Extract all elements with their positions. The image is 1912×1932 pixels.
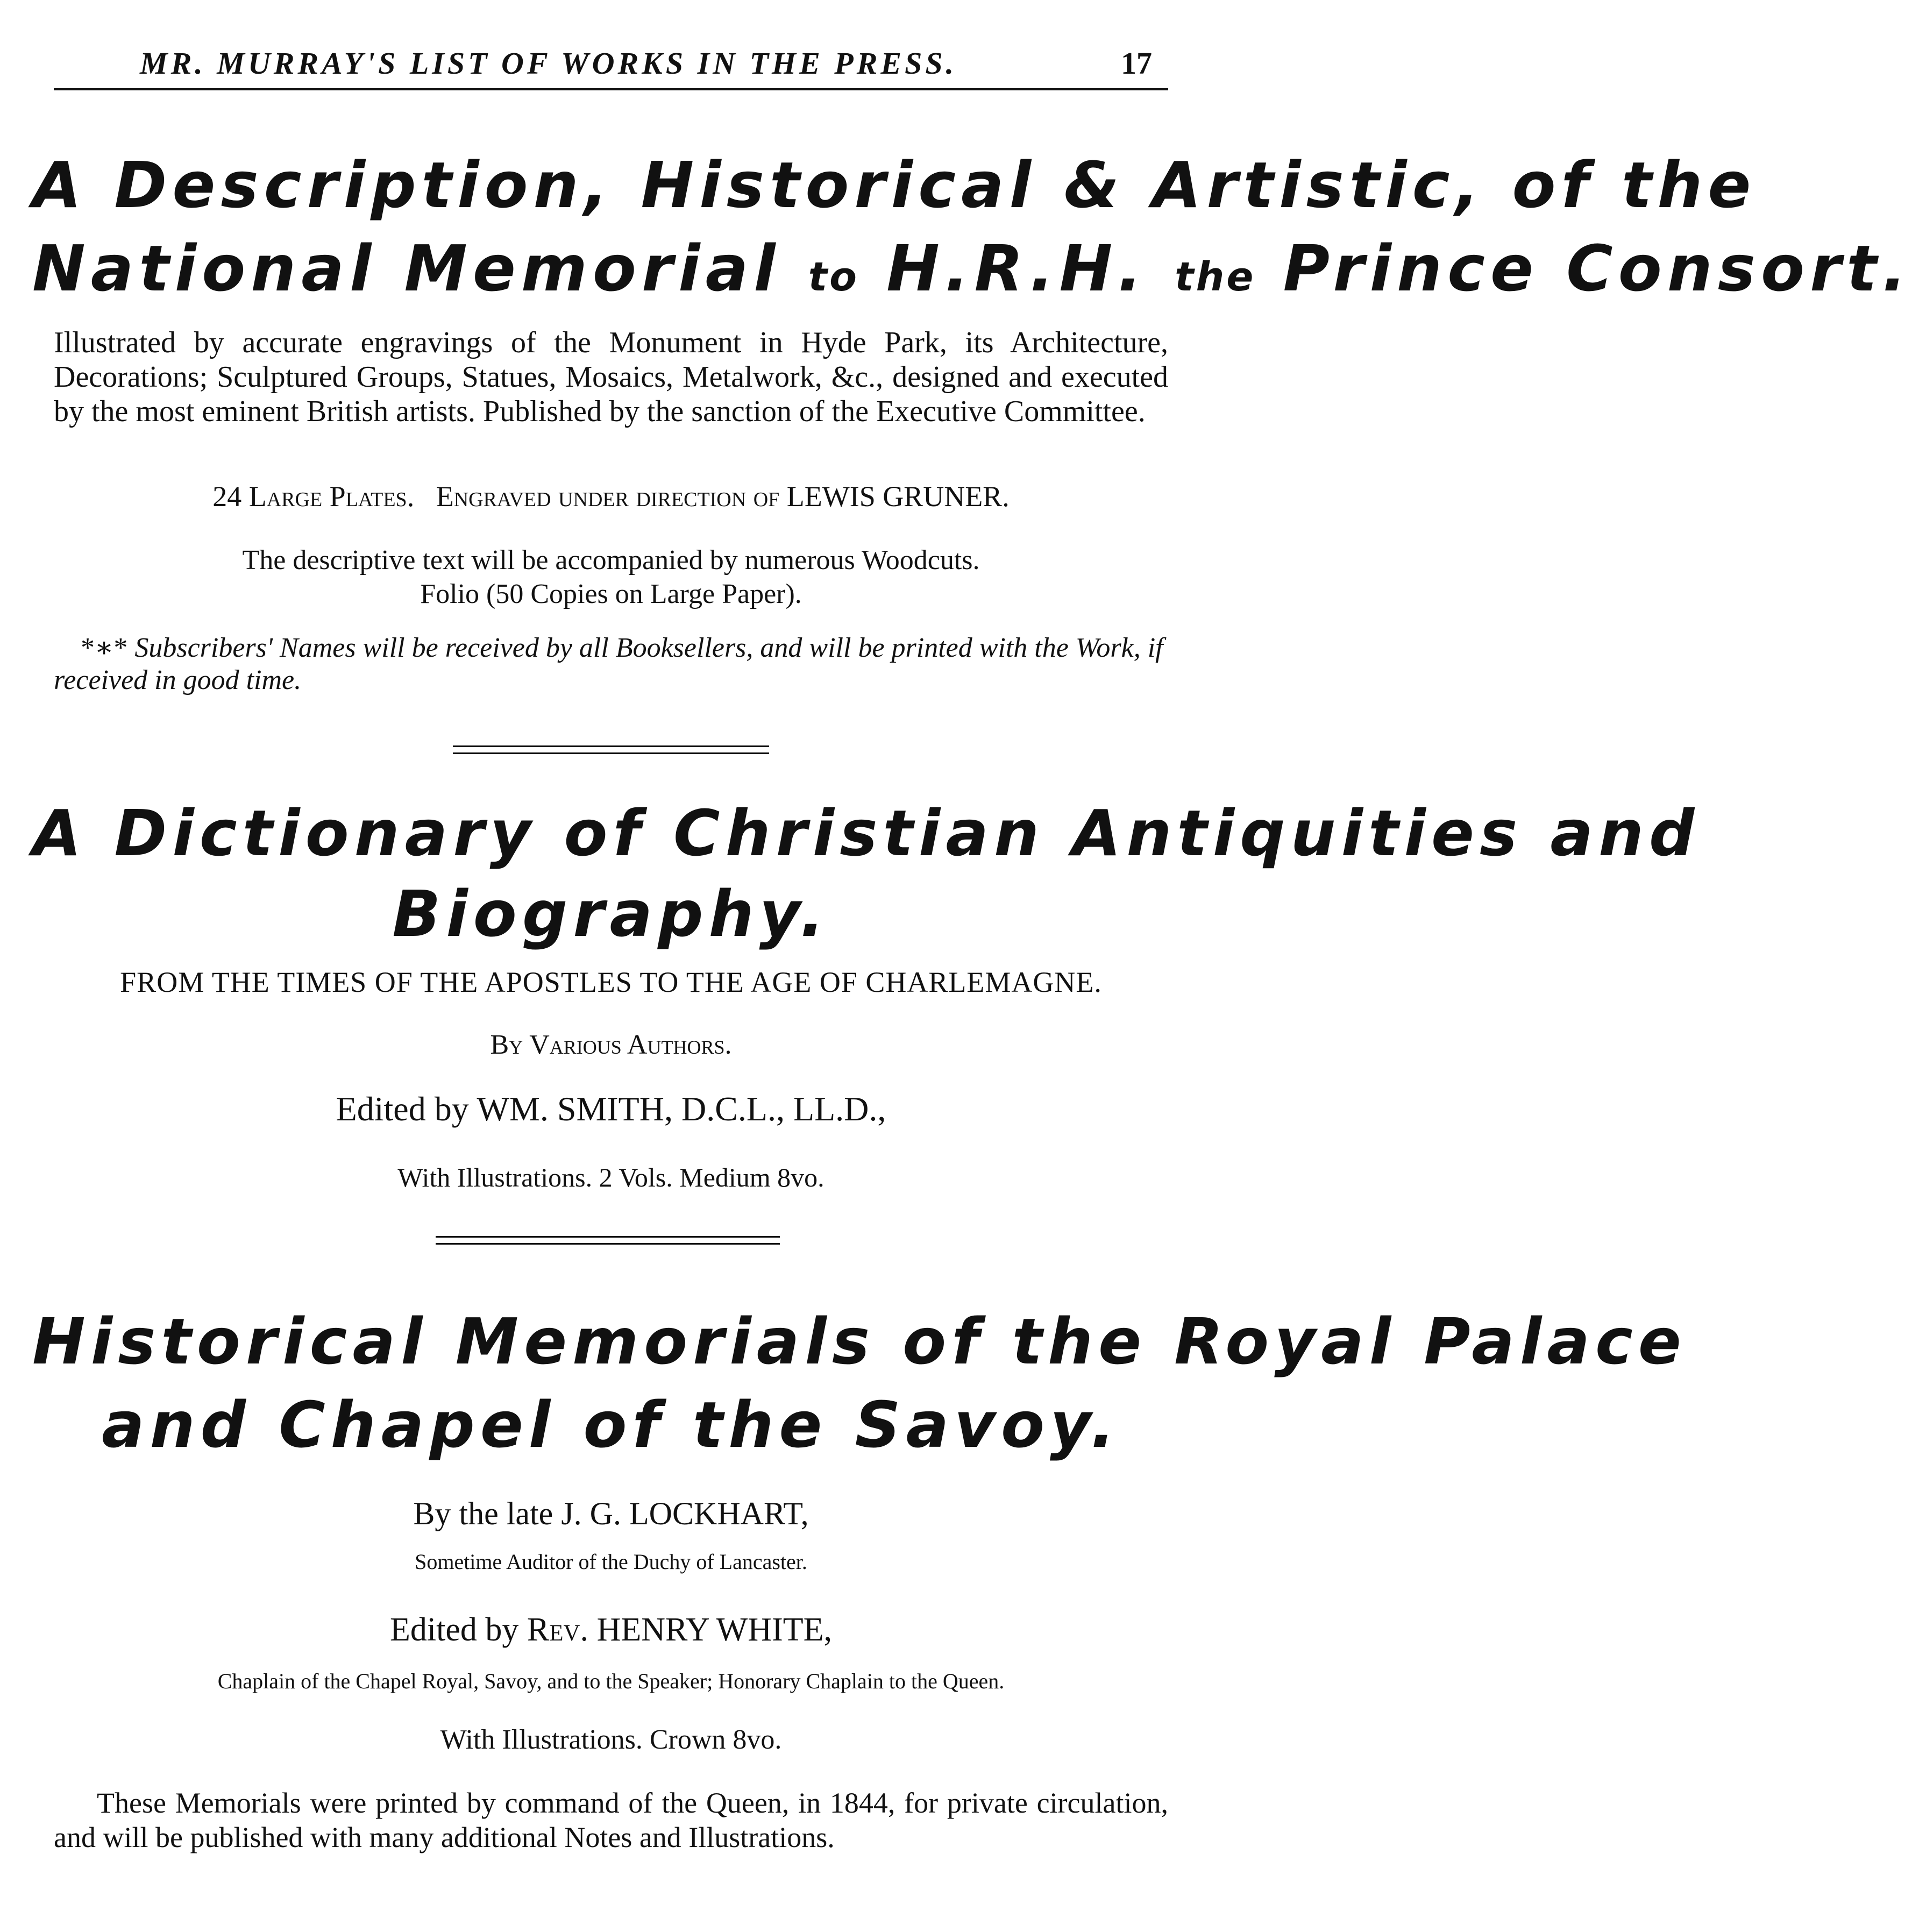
section2-title-line2: Biography. [392, 877, 830, 951]
section3-format: With Illustrations. Crown 8vo. [440, 1724, 782, 1755]
section2-title-line1: A Dictionary of Christian Antiquities and [32, 796, 1700, 870]
title-part-to: to [808, 254, 859, 300]
section-divider [436, 1236, 780, 1245]
section2-format: With Illustrations. 2 Vols. Medium 8vo. [397, 1162, 824, 1192]
section1-subscribers-note [54, 632, 1168, 697]
section-divider [453, 745, 769, 754]
section1-description: Illustrated by accurate engravings of the Monument in Hyde Park, its Architecture, Decorations; Sculptured Groups, Statues, Mosaics, Metalwork, &c., designed and executed by the most eminent British artists. Published by the sanction of the Executive Committee. [54, 326, 1168, 428]
title-part-the: the [1175, 254, 1256, 300]
section1-format: Folio (50 Copies on Large Paper). [420, 579, 802, 609]
title-part-prince: Prince Consort. [1283, 231, 1912, 306]
asterism: *∗* [81, 633, 128, 663]
section3-author: By the late J. G. LOCKHART, [413, 1496, 809, 1531]
engraved-by: Engraved under direction of [436, 480, 780, 513]
title-part-memorial: National Memorial [32, 231, 781, 306]
section2-authors: By Various Authors. [490, 1029, 732, 1060]
editor-name: HENRY WHITE, [596, 1611, 832, 1648]
title-part-hrh: H.R.H. [886, 231, 1148, 306]
plates: 24 Large Plates. [212, 480, 415, 513]
section1-title-line1: A Description, Historical & Artistic, of the [32, 148, 1757, 222]
section1-title-line2 [32, 231, 1912, 306]
running-title: MR. MURRAY'S LIST OF WORKS IN THE PRESS. [140, 46, 957, 81]
editor-prefix: Edited by [390, 1611, 519, 1648]
page-header [54, 39, 1168, 93]
section1-woodcuts: The descriptive text will be accompanied by numerous Woodcuts. [242, 545, 980, 576]
subscribers-text: Subscribers' Names will be received by all Booksellers, and will be printed with the Work, if received in good time. [54, 633, 1163, 695]
section3-author-role: Sometime Auditor of the Duchy of Lancaster. [415, 1550, 807, 1574]
editor-title: Rev. [527, 1611, 589, 1648]
section3-editor-role: Chaplain of the Chapel Royal, Savoy, and to the Speaker; Honorary Chaplain to the Queen. [217, 1669, 1005, 1693]
section2-subtitle: FROM THE TIMES OF THE APOSTLES TO THE AGE OF CHARLEMAGNE. [120, 966, 1102, 998]
section3-title-line2: and Chapel of the Savoy. [102, 1388, 1120, 1462]
section1-plates-line [43, 480, 1179, 513]
section2-editor: Edited by WM. SMITH, D.C.L., LL.D., [336, 1090, 886, 1128]
section3-title-line1: Historical Memorials of the Royal Palace [32, 1304, 1687, 1379]
page-number: 17 [1121, 46, 1152, 81]
section3-editor [43, 1611, 1179, 1649]
section3-note: These Memorials were printed by command of the Queen, in 1844, for private circulation, and will be published with many additional Notes and Illustrations. [54, 1787, 1168, 1853]
header-rule [54, 88, 1168, 90]
engraver-name: LEWIS GRUNER. [786, 480, 1010, 513]
